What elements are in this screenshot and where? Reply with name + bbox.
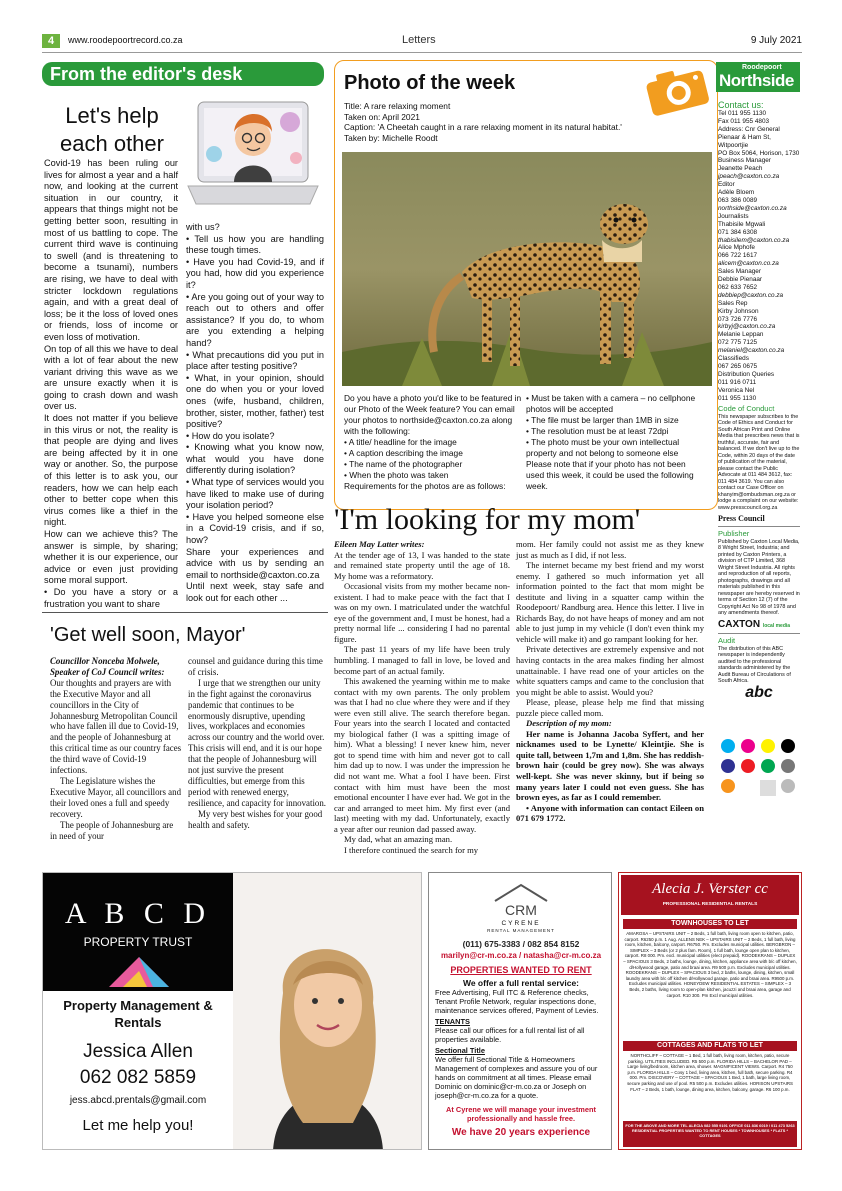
editor-para: It does not matter if you believe in this virus or not, the reality is that people are dying and lives are being affected by it in one way or another. So, the purpose of this letter is to ask you, our readers, how we can help each other to better cope when this virus comes like a thief in the night. [44, 413, 178, 528]
mom-para: My dad, what an amazing man. [344, 834, 453, 845]
contact-line: Sales Rep [718, 299, 748, 307]
contact-line[interactable]: jpeach@caxton.co.za [718, 173, 780, 181]
editor-para: • What type of services would you have liked to make use of during your isolation period? [186, 477, 324, 511]
contact-line: 063 386 0089 [718, 196, 758, 204]
editor-para: Covid-19 has been ruling our lives for almost a year and a half now, and looking at the current situation in our country, it appears that things might not be getting better soon, resulting in most of us battling to cope. The current third wave is continuing to swell (and is threatening to become a tsunami), numbers are rising, we have to deal with stricter lockdown regulations again, and with a great deal of loss; be it the loss of loved ones or friends, loss of income or even loss of motivation. [44, 158, 178, 342]
submission-item: • A title/ headline for the image [344, 437, 457, 447]
cottages-list: NORTHCLIFF – COTTAGE – 1 Bed, 1 full bath, living room, kitchen, patio, secure parking. UTILITIES INCLUDED. R5 500 p.m. FLORIDA HILLS – BACHELOR PAD – Large living/bedroom, kitchen area, shower. MAGNIFICENT VIEWS. Carport. R4 750 p.m. FLORIDA HILLS – Cosy 1 bed, living area, kitchen, full bath, secure parking. R4 000. Pm. DISCOVERY – COTTAGE – SPACIOUS 1 Bed, 1 bath, large living room, secure parking and use of pool. R5 500 p.m. Excludes utilities. HORISON UPSTAIRS FLAT – 2 Beds, 1 bath, lounge, dining area, kitchen, balcony, garage. R6 100 p.m. [627, 1053, 793, 1092]
crm-body [435, 979, 607, 1137]
contact-line[interactable]: debbiep@caxton.co.za [718, 291, 784, 299]
print-color-registration-marks [718, 736, 798, 802]
house-icon [99, 951, 179, 989]
contact-line: Alice Mphofe [718, 244, 755, 252]
mom-description: Her name is Johanna Jacoba Syffert, and her nicknames used to be Lynette/ Kleintjie. She is quite tall, between 1,7m and 1,8m. She has reddish-brown hair (could be grey now). She was always well-kept. She was never skinny, but if being so many years later I could not even guess. She has brown eyes, as far as I could remember. [516, 728, 704, 803]
sidebar-contact [718, 100, 800, 701]
editor-para: • How do you isolate? [186, 430, 275, 441]
editor-column-2 [186, 222, 324, 605]
crm-advert [428, 872, 612, 1150]
crm-years: We have 20 years experience [451, 1127, 591, 1138]
contact-line: Fax 011 955 4803 [718, 117, 770, 125]
header-divider [42, 52, 802, 53]
publisher-text: Published by Caxton Local Media, 8 Wright Street, Industria; and printed by Caxton Printers, a division of CTP Limited, 368 Wright Street Industria. All rights and reproduction of all reports, photographs, drawings and all materials published in this newspaper are hereby reserved in terms of Section 12 (7) of the Copyright Act No 98 of 1978 and any amendments thereof. [718, 538, 800, 617]
getwell-para: Our thoughts and prayers are with the Executive Mayor and all councillors in the City of Johannesburg Metropolitan Council who have fallen ill due to Covid-19, and the people of Johannesburg at this critical time as our country faces the third wave of Covid-19 infections. [50, 677, 182, 776]
photo-meta-date: Taken on: April 2021 [344, 111, 420, 122]
submission-item: Requirements for the photos are as follows: [344, 481, 506, 491]
requirement-item: • The file must be larger than 1MB in size [526, 415, 679, 425]
mom-para: The past 11 years of my life have been truly humbling. I managed to fall in love, be loved and become part of an actual family. [334, 644, 510, 676]
getwell-para: The people of Johannesburg are in need of your [50, 819, 174, 841]
crm-tenants-heading: TENANTS [435, 1017, 470, 1026]
crm-emails: marilyn@cr-m.co.za / natasha@cr-m.co.za [440, 951, 602, 960]
crm-offer-text: Free Advertising, Full ITC & Reference checks, Tenant Profile Network, regular inspections done, maintenance services offered, Payment of Levies. [435, 988, 599, 1015]
alecia-title: Alecia J. Verster cc [652, 881, 768, 897]
mom-contact: • Anyone with information can contact Eileen on 071 679 1772. [516, 802, 704, 824]
conduct-text: This newspaper subscribes to the Code of Ethics and Conduct for South African Print and Online Media that prescribes news that is truthful, accurate, fair and balanced. If we don't live up to the Code, within 20 days of the date of publication of the material, please contact the Public Advocate at 011 484 3612, fax: 011 484 3619. You can also contact our Case Officer on khanyim@ombudsman.org.za or lodge a complaint on our website: www.presscouncil.org.za [718, 413, 800, 511]
submission-item: • The name of the photographer [344, 459, 463, 469]
logo-main-text: Northside [719, 71, 794, 90]
requirement-item: • The resolution must be at least 72dpi [526, 426, 669, 436]
contact-line: Address: Cnr General Pienaar & Ham St, Witpoortjie [718, 125, 780, 149]
site-url[interactable]: www.roodepoortrecord.co.za [68, 35, 183, 45]
editor-para: • What precautions did you put in place after testing positive? [186, 349, 324, 372]
editor-headline-line2: each other [60, 131, 164, 156]
abcd-subtitle: PROPERTY TRUST [83, 935, 193, 949]
mom-para: At the tender age of 13, I was handed to the state and remained state property until the age of 18. My home was a reformatory. [334, 549, 510, 581]
contact-line: Debbie Pienaar [718, 276, 763, 284]
audit-heading: Audit [718, 635, 736, 645]
section-name: Letters [402, 34, 436, 46]
photo-meta-author: Taken by: Michelle Roodt [344, 132, 438, 143]
alecia-footer: FOR THE ABOVE AND MORE TEL ALECIA 082 555 9191 OFFICE 011 836 6019 / 011 473 5263 RESIDENTIAL PROPERTIES WANTED TO RENT HOUSES * TOWNHOUSES * FLATS * COTTAGES [623, 1121, 797, 1147]
contact-line: PO Box 5064, Horison, 1730 [718, 149, 800, 157]
photo-of-week-title: Photo of the week [344, 72, 516, 94]
requirement-item: Please note that if your photo has not been used this week, it could be used the following week. [526, 459, 694, 491]
editor-para: Until next week, stay safe and look out for each other ... [186, 581, 324, 603]
abcd-cta: Let me help you! [82, 1117, 194, 1134]
editor-para: On top of all this we have to deal with a lot of fear about the new variant driving this wave as we are unsure exactly when it is going to crash down and wash over us. [44, 343, 178, 412]
mom-para: Occasional visits from my mother became non-existent. I had to make peace with the fact that I was on my own. I matriculated under the watchful eye of the government and, I must be honest, had a pretty normal life ... considering I had no parental figure. [334, 581, 510, 644]
mom-para: I therefore continued the search for my [344, 844, 479, 855]
caxton-text: CAXTON [718, 618, 761, 630]
submission-intro: Do you have a photo you'd like to be featured in our Photo of the Week feature? You can email your photos to northside@caxton.co.za along with the following: [344, 393, 522, 436]
editor-para: • Knowing what you know now, what would you have done differently during isolation? [186, 442, 324, 476]
photo-submission-info [344, 393, 522, 492]
alecia-advert [618, 872, 802, 1150]
press-council-text: Press Council [718, 514, 765, 524]
crm-logo-sub2: RENTAL MANAGEMENT [487, 928, 555, 933]
townhouses-heading: TOWNHOUSES TO LET [623, 919, 797, 929]
contact-line: 072 775 7125 [718, 339, 758, 347]
abcd-agent-phone: 062 082 5859 [79, 1067, 197, 1088]
contact-line: 071 384 6308 [718, 228, 758, 236]
caxton-subtext: local media [762, 622, 791, 629]
contact-line: 011 955 1130 [718, 394, 757, 402]
contact-line: Tel 011 955 1130 [718, 110, 767, 117]
contact-line[interactable]: kirbyj@caxton.co.za [718, 323, 776, 331]
crm-logo-sub: CYRENE [501, 920, 541, 927]
editor-para: • Have you helped someone else in a Covid-19 crisis, and if so, how? [186, 511, 324, 546]
crm-bottom-line: At Cyrene we will manage your investment professionally and hassle free. [446, 1105, 596, 1123]
photo-requirements [526, 393, 706, 492]
mom-article-column-1 [334, 539, 510, 855]
contact-lines [718, 110, 800, 403]
submission-item: • When the photo was taken [344, 470, 449, 480]
editor-para: Share your experiences and advice with us by sending an email to northside@caxton.co.za [186, 546, 324, 580]
abcd-logo: A B C D [64, 897, 212, 930]
editor-headline [42, 102, 182, 158]
sidebar-divider [718, 633, 800, 634]
contact-line: Jeanette Peach [718, 165, 763, 173]
crm-phone: (011) 675-3383 / 082 854 8152 [462, 939, 580, 949]
contact-line: Kirby Johnson [718, 307, 759, 315]
crm-heading: PROPERTIES WANTED TO RENT [450, 965, 592, 975]
getwell-byline: Councillor Nonceba Molwele, Speaker of CoJ Council writes: [50, 656, 165, 677]
photo-meta [344, 101, 684, 143]
contact-line: Journalists [718, 212, 749, 220]
requirement-item: • The photo must be your own intellectual property and not belong to someone else [526, 437, 680, 458]
editor-banner: From the editor's desk [42, 62, 324, 86]
cottages-heading: COTTAGES AND FLATS TO LET [623, 1041, 797, 1051]
abcd-advert [42, 872, 422, 1150]
editor-para: • What, in your opinion, should one do when you or your loved ones (wife, husband, children, brother, sister, mother, father) test positive? [186, 372, 324, 430]
abcd-agent-email: jess.abcd.prentals@gmail.com [69, 1095, 207, 1106]
mom-para: Private detectives are extremely expensive and not having contacts in the area makes finding her almost unattainable. I have read one of your articles on the white squatters camps and came to the conclusion that you might be able to assist. Would you? [516, 644, 704, 697]
northside-logo [716, 62, 800, 92]
getwell-para: My very best wishes for your good health and safety. [188, 808, 323, 830]
mom-para: The internet became my best friend and my worst enemy. I gathered so much information yet all information pointed to the fact that mom might be destitute and living in a squatter camp within the Roodepoort/ Randburg area. Hence this letter. I live in Richards Bay, do not have heaps of money and am not able to just jump in my vehicle (I don't even think my vehicle will make it) and go rampant looking for her. [516, 560, 704, 644]
mom-byline: Eileen May Latter writes: [334, 539, 425, 549]
editor-para: with us? [186, 222, 220, 232]
mom-description-heading: Description of my mom: [526, 718, 612, 729]
getwell-headline: 'Get well soon, Mayor' [50, 624, 246, 646]
contact-line[interactable]: alicem@caxton.co.za [718, 260, 779, 268]
crm-logo-icon [487, 881, 555, 921]
publisher-heading: Publisher [718, 528, 750, 538]
editor-avatar-laptop-illustration [184, 92, 322, 220]
mom-para: This awakened the yearning within me to make contact with my own parents. The only problem was that I had no clue where they were and if they were even still alive. The search therefore began. Four years into the search I located and contacted my biological father (I was a spitting image of him). What a blessing! I never knew him, never got to spend time with him and never got to call him dad up to now. I was under the impression he did not want me. What a fool I have been. First contact with him must have been the most emotional encounter I have ever had. We got in the car and arranged to meet him. My first ever (and last) meeting with my dad. Unfortunately, exactly a year after our reunion dad passed away. [334, 676, 510, 834]
crm-sectional-heading: Sectional Title [435, 1046, 485, 1055]
contact-line: Thabisile Mgwali [718, 220, 766, 228]
contact-line: 073 726 7776 [718, 315, 758, 323]
contact-line: 067 265 0675 [718, 363, 758, 370]
submission-item: • A caption describing the image [344, 448, 463, 458]
contact-line: Adèle Bloem [718, 189, 755, 197]
contact-line: Business Manager [718, 157, 771, 165]
logo-top-text: Roodepoort [742, 64, 782, 71]
editor-para: • Tell us how you are handling these tough times. [186, 233, 324, 256]
contact-line[interactable]: northside@caxton.co.za [718, 204, 787, 212]
editor-para: How can we achieve this? The answer is simple, by sharing; whether it is our experience, our advice or even just providing some moral support. [44, 529, 178, 586]
contact-heading: Contact us: [718, 100, 764, 110]
alecia-subtitle: PROFESSIONAL RESIDENTIAL RENTALS [662, 902, 758, 907]
contact-line[interactable]: melaniel@caxton.co.za [718, 347, 785, 355]
getwell-para: counsel and guidance during this time of crisis. [188, 656, 323, 677]
editor-para: • Do you have a story or a frustration you want to share [44, 586, 178, 609]
issue-date: 9 July 2021 [750, 35, 802, 46]
caxton-logo [718, 618, 800, 631]
cheetah-photo [342, 152, 712, 386]
abc-logo: abc [745, 683, 773, 701]
townhouses-list: AMAROSA – UPSTAIRS UNIT – 2 Beds, 1 full bath, living room open to kitchen, patio, carport. R6250 p.m. 1 Aug. ALLENS NEK – UPSTAIRS UNIT – 2 Beds, 1 full bath, living room, kitchen, balcony, carport. R6750. Pm. Excludes municipal utilities. BERGBRON – SIMPLEX – 3 Beds (or 2 plus fam. Room), 1 full bath, lounge open plan to kitchen, carport. R8 000. Pm. excl. municipal utilities (elect prepaid). ROODEKRANS – DUPLEX – SPACIOUS 3 Beds, 2 baths, lounge, dining, kitchen, appliance area with b/c off kitchen, d/Hollywood garage, patio and braai area. R9 500 p.m. Excludes municipal utilities. ROODEKRANS – DUPLEX – SPACIOUS 3 bed, 2 baths, lounge, dining, kitchen, small laundry area with b/c off kitchen d/Hollywood garage, patio and braai area. R9500 p.m. Excludes municipal utilities. HONEYDEW RESIDENTIAL ESTATES – SIMPLEX – 3 Beds, 2 baths, living room to open-plan kitchen, jacuzzi and braai area, garage and carport. R10 300. Pm Excl municipal utilities. [623, 931, 797, 998]
getwell-para: I urge that we strengthen our unity in the fight against the coronavirus pandemic that continues to be enormously disruptive, upending lives, workplaces and economies across our country and the world over. This crisis will end, and it is our hope that the people of Johannesburg will not just survive the present difficulties, but emerge from this period with renewed energy, resilience, and capacity for innovation. [188, 677, 327, 808]
contact-line: Editor [718, 181, 735, 189]
photo-meta-title: Title: A rare relaxing moment [344, 101, 451, 111]
page-number: 4 [42, 34, 60, 48]
abcd-service: Property Management & Rentals [63, 998, 213, 1030]
crm-sectional-text: We offer full Sectional Title & Homeowners Management of complexes and assure you of our hands on commitment at all times. Please email Dominic on dominic@cr-m.co.za or Joseph on joseph@cr-m.co.za for a quote. [435, 1055, 598, 1100]
getwell-column-2 [188, 656, 326, 831]
getwell-column-1 [50, 656, 182, 841]
crm-offer: We offer a full rental service: [462, 978, 580, 988]
page-header [42, 34, 802, 50]
contact-line: 062 633 7652 [718, 283, 758, 291]
contact-line: 011 916 0711 [718, 378, 757, 386]
contact-line[interactable]: thabisilem@caxton.co.za [718, 236, 790, 244]
requirement-item: • Must be taken with a camera – no cellphone photos will be accepted [526, 393, 696, 414]
abcd-agent-name: Jessica Allen [83, 1041, 193, 1062]
editor-headline-line1: Let's help [65, 103, 159, 128]
contact-line: 066 722 1617 [718, 252, 758, 260]
getwell-divider [42, 612, 328, 613]
contact-line: Classifieds [718, 355, 749, 363]
mom-article-column-2 [516, 539, 704, 824]
contact-line: Distribution Queries [718, 370, 775, 378]
editor-para: • Are you going out of your way to reach out to others and offer assistance? If you do, to whom are you extending a helping hand? [186, 291, 324, 348]
editor-column-1 [44, 158, 178, 610]
conduct-heading: Code of Conduct [718, 403, 775, 413]
mom-article-headline: 'I'm looking for my mom' [334, 503, 641, 536]
editor-para: • Have you had Covid-19, and if you had, how did you experience it? [186, 256, 324, 290]
contact-line: Sales Manager [718, 268, 761, 276]
photo-meta-caption: Caption: 'A Cheetah caught in a rare relaxing moment in its natural habitat.' [344, 122, 622, 133]
contact-line: Veronica Nel [718, 386, 755, 394]
audit-text: The distribution of this ABC newspaper is independently audited to the professional standards administered by the Audit Bureau of Circulations of South Africa. [718, 645, 791, 685]
contact-line: Melanie Leppan [718, 331, 764, 339]
mom-para: Please, please, please help me find that missing puzzle piece called mom. [516, 697, 704, 718]
mom-para: mom. Her family could not assist me as they knew just as much as I did, if not less. [516, 539, 704, 560]
agent-portrait-photo [233, 873, 422, 1150]
getwell-para: The Legislature wishes the Executive Mayor, all councillors and their loved ones a full and speedy recovery. [50, 775, 182, 819]
crm-tenants-text: Please call our offices for a full rental list of all properties available. [435, 1026, 585, 1044]
crm-logo-text: CRM [505, 902, 537, 918]
